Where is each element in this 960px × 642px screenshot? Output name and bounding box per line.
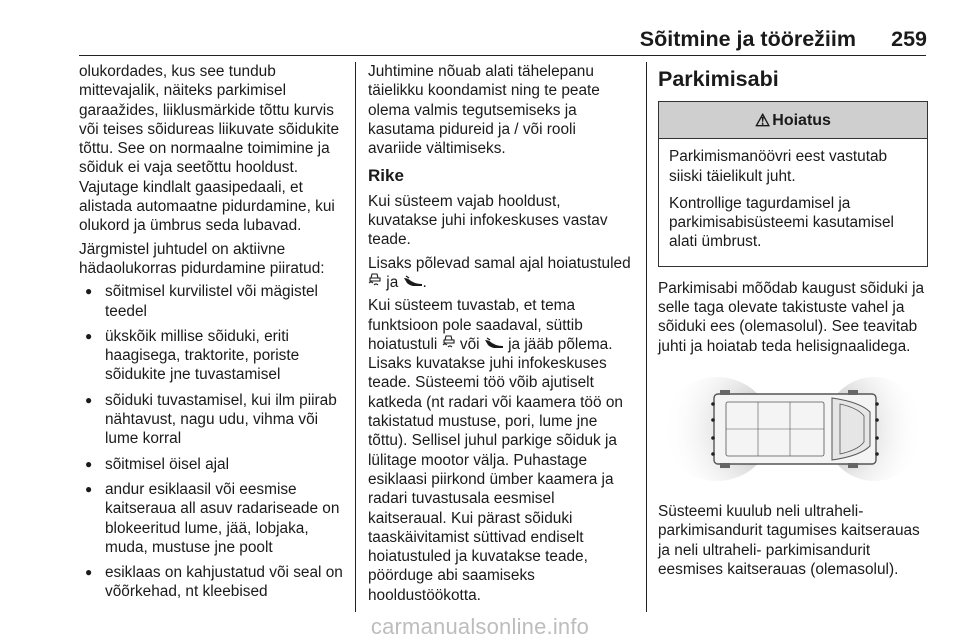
warning-header [659,102,927,139]
column-divider [646,62,647,612]
paragraph-text: ja [386,273,399,291]
list-item: ● andur esiklaasil või eesmise kaitseraua all asuv radariseade on blokeeritud lume, jää, lobjaka, muda, mustuse jne poolt [79,480,347,557]
list-item: ● sõitmisel öisel ajal [79,455,347,474]
list-item: ● ükskõik millise sõiduki, eriti haagisega, traktorite, poriste sõidukite jne tuvastamisel [79,327,347,385]
page-header [0,24,960,54]
section-heading: Rike [368,166,404,186]
paragraph-text: ja jääb põlema. Lisaks kuvatakse juhi infokeskuses teade. Süsteemi töö võib ajutiselt katkeda (nt radari või kaamera töö on takistatud mustuse, pori, lume jne tõttu). Sellisel juhul parkige sõiduk ja lülitage mootor välja. Puhastage esiklaasi piirkond ümber kaamera ja radari tuvastusala eesmisel kaitseraual. Kui pärast sõiduki taaskäivitamist süttivad endiselt hoiatustuled ja kuvatakse teade, pöörduge abi saamiseks hooldustöökotta. [368,335,623,604]
column-middle [368,62,634,609]
warning-heading: Hoiatus [772,111,831,129]
skidding-car-icon [442,335,456,354]
paragraph: Süsteemi kuulub neli ultraheli- parkimisandurit tagumises kaitserauas ja neli ultraheli- parkimisandurit eesmises kaitserauas (olemasolul). [658,502,920,578]
paragraph [368,254,634,293]
paragraph: Juhtimine nõuab alati tähelepanu täielikku koondamist ning te peate olema valmis tegutsemiseks ja kasutama pidureid ja / või rooli avariide vältimiseks. [368,63,600,158]
paragraph-text: Lisaks põlevad samal ajal hoiatustuled [368,254,631,272]
paragraph: Parkimisabi mõõdab kaugust sõiduki ja selle taga olevate takistuste vahel ja sõiduki ees (olemasolul). See teavitab juhti ja hoiatab teda helisignaalidega. [658,279,925,355]
bullet-list [79,282,347,601]
chapter-title: Sõitmine ja töörežiim [639,27,856,51]
paragraph-text: või [459,335,480,353]
list-item: ● sõitmisel kurvilistel või mägistel teedel [79,282,347,321]
page-number: 259 [891,27,927,51]
watermark: carmanualsonline.info [370,614,590,639]
paragraph: Kui süsteem vajab hooldust, kuvatakse juhi infokeskuses vastav teade. [368,192,608,249]
header-rule [79,55,926,56]
skidding-car-icon [368,273,382,292]
warning-triangle-icon: ⚠ [755,110,771,130]
column-left [79,62,347,608]
paragraph: Kontrollige tagurdamisel ja parkimisabisüsteemi kasutamisel alati ümbrust. [669,194,894,251]
collision-warning-icon [484,335,504,354]
paragraph [368,296,634,605]
warning-box [658,101,928,266]
paragraph-text: Kui süsteem tuvastab, et tema funktsioon pole saadaval, süttib hoiatustuli [368,297,583,353]
section-title: Parkimisabi [658,67,779,91]
column-right [658,62,928,583]
paragraph: Järgmistel juhtudel on aktiivne hädaolukorras pidurdamine piiratud: [79,240,325,277]
paragraph: olukordades, kus see tundub mittevajalik, näiteks parkimisel garaažides, liiklusmärkide tõttu kurvis või teises sõidureas liikuvate sõidukite tõttu. See on normaalne toimimine ja sõiduk ei vaja seetõttu hooldust. Vajutage kindlalt gaasipedaali, et alistada automaatne pidurdamine, kui olukord ja ümbrus seda lubavad. [79,63,340,235]
list-item: ● esiklaas on kahjustatud või seal on võõrkehad, nt kleebised [79,563,347,602]
column-divider [355,62,356,612]
paragraph-text: . [422,273,427,291]
collision-warning-icon [403,273,423,292]
list-item: ● sõiduki tuvastamisel, kui ilm piirab nähtavust, nagu udu, vihma või lume korral [79,391,347,449]
van-icon [714,390,876,468]
warning-body [659,139,927,265]
parking-sensor-illustration [662,374,922,484]
paragraph: Parkimismanöövri eest vastutab siiski täielikult juht. [669,148,888,185]
